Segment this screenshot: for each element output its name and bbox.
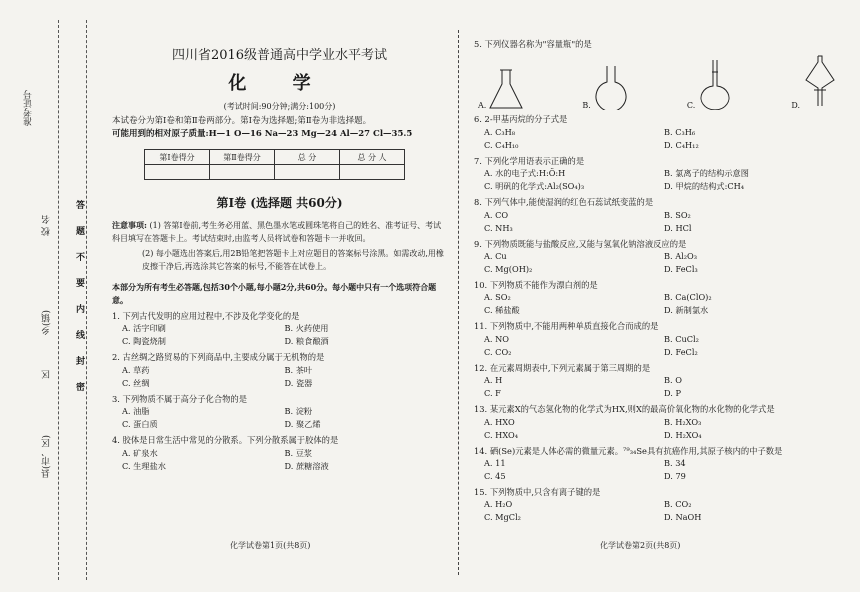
question-stem: 12. 在元素周期表中,下列元素属于第三周期的是 [474, 362, 651, 373]
page-1 [112, 38, 447, 473]
score-header: 总 分 [275, 150, 340, 165]
option: B. 茶叶 [284, 364, 313, 375]
option: B. C₃H₆ [664, 126, 696, 137]
option: B. Al₂O₃ [664, 251, 698, 262]
round-flask-icon [591, 64, 631, 110]
school-name-label: 校 名 [42, 215, 52, 236]
score-table [144, 149, 405, 180]
intro-text: 本试卷分为第Ⅰ卷和第Ⅱ卷两部分。第Ⅰ卷为选择题;第Ⅱ卷为非选择题。 [112, 116, 372, 126]
option: D. 甲烷的结构式:CH₄ [664, 181, 745, 192]
question-stem: 10. 下列物质不能作为漂白剂的是 [474, 280, 598, 291]
score-cell [145, 165, 210, 180]
seal-char: 封 [76, 357, 86, 367]
option: D. FeCl₂ [664, 346, 698, 357]
score-header: 总 分 人 [340, 150, 405, 165]
seal-char: 题 [76, 227, 86, 237]
question-options [112, 405, 447, 431]
option: C. 稀盐酸 [484, 305, 520, 316]
question-stem: 6. 2-甲基丙烷的分子式是 [474, 114, 568, 125]
option: B. 豆浆 [284, 447, 313, 458]
option: A. Cu [484, 251, 507, 262]
option-b-flask [582, 64, 630, 110]
question-options [474, 250, 844, 276]
option: B. 氯离子的结构示意图 [664, 168, 749, 179]
question-stem: 8. 下列气体中,能使湿润的红色石蕊试纸变蓝的是 [474, 197, 654, 208]
page-footer-2: 化学试卷第2页(共8页) [600, 541, 681, 550]
option: C. 蛋白质 [122, 419, 158, 430]
question-options [112, 364, 447, 390]
question-options [474, 333, 844, 359]
option: B. SO₂ [664, 209, 691, 220]
question-stem: 7. 下列化学用语表示正确的是 [474, 155, 585, 166]
option: D. 蔗糖溶液 [284, 460, 329, 471]
option-label: D. [791, 101, 800, 111]
option-d-funnel [791, 54, 840, 110]
separatory-funnel-icon [800, 54, 840, 110]
score-header: 第Ⅱ卷得分 [210, 150, 275, 165]
seal-char: 答 [76, 201, 86, 211]
question-stem: 3. 下列物质不属于高分子化合物的是 [112, 393, 248, 404]
binding-margin [0, 0, 110, 592]
option: D. C₄H₁₂ [664, 139, 699, 150]
option: B. CO₂ [664, 499, 692, 510]
page-footer-1: 化学试卷第1页(共8页) [230, 541, 311, 550]
option: C. 丝绸 [122, 377, 150, 388]
question-options [474, 416, 844, 442]
question-stem: 14. 硒(Se)元素是人体必需的微量元素。⁷⁹₃₄Se具有抗癌作用,其原子核内的中子数是 [474, 445, 783, 456]
question-options [474, 167, 844, 193]
option: A. NO [484, 333, 509, 344]
attention-label: 注意事项: [112, 220, 147, 230]
question-stem: 1. 下列古代发明的应用过程中,不涉及化学变化的是 [112, 311, 300, 321]
option: C. C₄H₁₀ [484, 139, 519, 150]
county-label: 县(市、区) [42, 435, 52, 479]
volumetric-flask-icon [695, 58, 735, 110]
option: A. H₂O [484, 499, 513, 510]
conical-flask-icon [486, 68, 526, 110]
option: B. O [664, 375, 682, 386]
option: A. 草药 [122, 364, 150, 375]
question-stem: 13. 某元素X的气态氢化物的化学式为HX,则X的最高价氧化物的水化物的化学式是 [474, 404, 775, 415]
option: C. Mg(OH)₂ [484, 264, 533, 275]
option: C. 明矾的化学式:Al₂(SO₄)₃ [484, 181, 585, 192]
question-options [474, 291, 844, 317]
seal-line [86, 20, 87, 580]
question-stem: 9. 下列物质既能与盐酸反应,又能与氢氧化钠溶液反应的是 [474, 238, 687, 249]
option: C. F [484, 388, 501, 399]
question-stem: 2. 古丝绸之路贸易的下列商品中,主要成分属于无机物的是 [112, 352, 325, 363]
option: C. HXO₄ [484, 429, 518, 440]
subject-title: 化 学 [228, 73, 331, 94]
score-header: 第Ⅰ卷得分 [145, 150, 210, 165]
option: C. 陶瓷烧制 [122, 336, 166, 347]
option-label: B. [582, 101, 591, 111]
option-label: A. [478, 101, 487, 111]
question-options [474, 374, 844, 400]
exam-title: 四川省2016级普通高中学业水平考试 [171, 48, 388, 63]
option: D. FeCl₃ [664, 264, 698, 275]
question-options [474, 209, 844, 235]
seal-char: 要 [76, 279, 86, 289]
option: A. 油脂 [122, 406, 150, 417]
option: D. P [664, 388, 681, 399]
seal-char: 不 [76, 253, 86, 263]
question-options [474, 126, 844, 152]
option: A. CO [484, 209, 509, 220]
option: D. 79 [664, 471, 686, 482]
attention-notes [112, 219, 447, 245]
option: A. 水的电子式:H:Ö:H [484, 168, 566, 179]
question-options [112, 322, 447, 348]
option: C. 45 [484, 471, 506, 482]
option: D. 新制氯水 [664, 305, 709, 316]
page-2 [474, 38, 844, 524]
option: B. Ca(ClO)₂ [664, 292, 712, 303]
option: A. SO₂ [484, 292, 511, 303]
question-stem: 5. 下列仪器名称为"容量瓶"的是 [474, 39, 592, 49]
apparatus-options [474, 50, 844, 110]
attention-item-1: (1) 答第Ⅰ卷前,考生务必用蓝、黑色墨水笔或圆珠笔将自己的姓名、准考证号、考试科目填写在答题卡上。考试结束时,由监考人员将试卷和答题卡一并收回。 [112, 221, 442, 243]
option: A. HXO [484, 416, 515, 427]
option-a-flask [478, 68, 526, 110]
exam-number-label: 准考证号 [24, 90, 34, 126]
question-options [474, 498, 844, 524]
atomic-mass-text: 可能用到的相对原子质量:H—1 O—16 Na—23 Mg—24 Al—27 Cl—35.5 [112, 129, 413, 139]
option: D. HCl [664, 222, 692, 233]
option-label: C. [686, 101, 696, 111]
question-options [112, 447, 447, 473]
district-label: 区 [42, 370, 52, 379]
option: A. H [484, 375, 503, 386]
score-cell [210, 165, 275, 180]
question-options [474, 457, 844, 483]
score-cell [340, 165, 405, 180]
option: D. 粮食酿酒 [284, 336, 329, 347]
exam-meta: (考试时间:90分钟;满分:100分) [223, 102, 336, 111]
option: C. 生理盐水 [122, 460, 166, 471]
option: C. MgCl₂ [484, 512, 521, 523]
option: B. 34 [664, 458, 686, 469]
option: D. H₂XO₄ [664, 429, 702, 440]
attention-item-2: (2) 每小题选出答案后,用2B铅笔把答题卡上对应题目的答案标号涂黑。如需改动,用橡皮擦干净后,再选涂其它答案的标号,不能答在试卷上。 [142, 249, 444, 271]
seal-char: 内 [76, 305, 86, 315]
option: A. C₃H₈ [484, 126, 516, 137]
question-stem: 11. 下列物质中,不能用两种单质直接化合而成的是 [474, 321, 659, 332]
option-c-flask [687, 58, 735, 110]
section-title: 第Ⅰ卷 (选择题 共60分) [216, 196, 343, 210]
page-divider [458, 30, 459, 575]
option: B. H₂XO₃ [664, 416, 702, 427]
option: A. 活字印刷 [122, 323, 166, 334]
instructions-text: 本部分为所有考生必答题,包括30个小题,每小题2分,共60分。每小题中只有一个选项符合题意。 [112, 282, 437, 305]
option: D. NaOH [664, 512, 702, 523]
option: A. 矿泉水 [122, 447, 158, 458]
option: D. 瓷器 [284, 377, 313, 388]
question-stem: 4. 胶体是日常生活中常见的分散系。下列分散系属于胶体的是 [112, 435, 339, 446]
option: B. CuCl₂ [664, 333, 699, 344]
seal-char: 密 [76, 383, 86, 393]
township-label: 乡(镇) [42, 310, 52, 336]
seal-char: 线 [76, 331, 86, 341]
option: C. CO₂ [484, 346, 512, 357]
option: B. 淀粉 [284, 406, 313, 417]
binding-line [58, 20, 59, 580]
option: C. NH₃ [484, 222, 513, 233]
option: B. 火药使用 [284, 323, 329, 334]
question-stem: 15. 下列物质中,只含有离子键的是 [474, 487, 601, 498]
option: D. 聚乙烯 [284, 419, 321, 430]
score-cell [275, 165, 340, 180]
option: A. 11 [484, 458, 506, 469]
